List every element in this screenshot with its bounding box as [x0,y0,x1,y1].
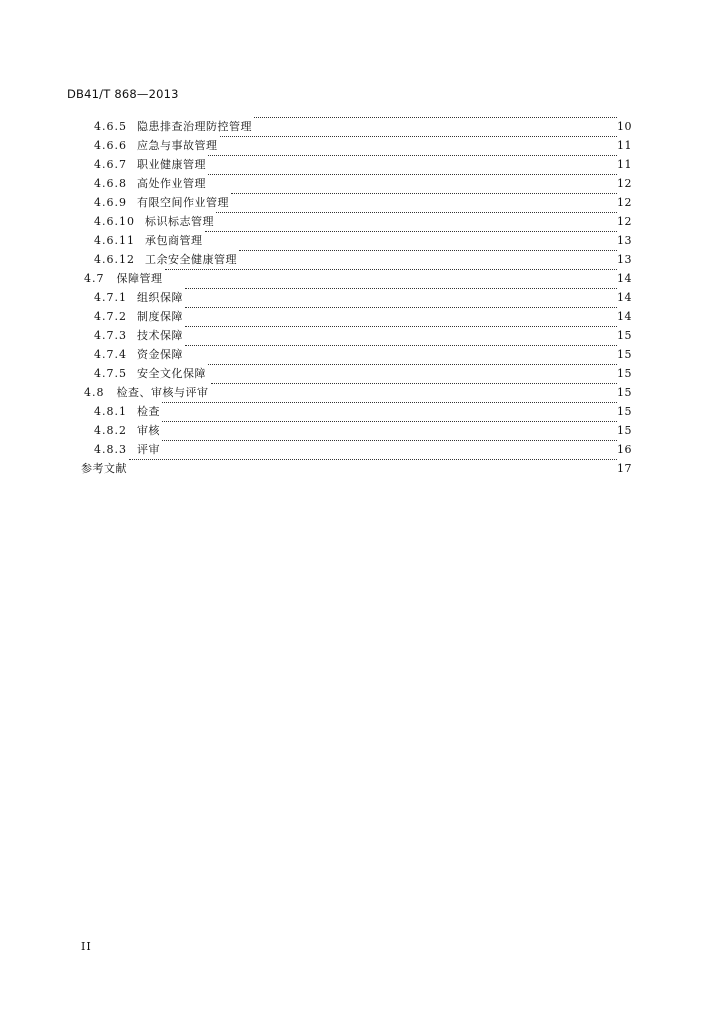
toc-dot-leader [162,421,617,422]
toc-dot-leader [231,193,617,194]
toc-entry-title: 保障管理 [116,272,163,285]
toc-entry[interactable] [0,269,724,288]
toc-entry[interactable] [0,421,724,440]
toc-entry-page: 11 [617,158,632,171]
toc-entry-number: 4.6.12 [94,253,135,266]
toc-dot-leader [185,345,617,346]
toc-entry-title: 承包商管理 [145,234,203,247]
toc-entry-page: 15 [617,386,632,399]
toc-entry[interactable] [0,117,724,136]
toc-entry-number: 4.6.8 [94,177,127,190]
toc-dot-leader [208,174,617,175]
toc-entry-number: 4.6.9 [94,196,127,209]
toc-dot-leader [216,212,617,213]
toc-entry-number: 4.6.10 [94,215,135,228]
toc-entry-number: 4.6.6 [94,139,127,152]
toc-entry-title: 检查、审核与评审 [116,386,209,399]
toc-entry[interactable] [0,250,724,269]
toc-entry-number: 4.8.3 [94,443,127,456]
toc-entry-number: 4.7.4 [94,348,127,361]
toc-entry-page: 15 [617,424,632,437]
toc-entry-title: 有限空间作业管理 [137,196,229,209]
toc-dot-leader [129,459,617,460]
toc-entry-page: 14 [617,291,632,304]
toc-entry-page: 13 [617,234,632,247]
toc-entry[interactable] [0,193,724,212]
toc-entry-page: 12 [617,215,632,228]
toc-dot-leader [162,402,617,403]
toc-entry-number: 4.6.11 [94,234,135,247]
toc-dot-leader [185,307,617,308]
toc-dot-leader [220,136,618,137]
toc-dot-leader [205,231,618,232]
toc-entry-number: 4.8.1 [94,405,127,418]
toc-entry-number: 4.7.2 [94,310,127,323]
toc-entry-title: 高处作业管理 [137,177,206,190]
document-code: DB41/T 868—2013 [67,87,179,101]
toc-entry-title: 隐患排查治理防控管理 [137,120,252,133]
toc-dot-leader [254,117,617,118]
toc-entry-title: 资金保障 [137,348,183,361]
toc-entry-title: 评审 [137,443,160,456]
toc-dot-leader [239,250,617,251]
toc-dot-leader [185,326,617,327]
toc-entry[interactable] [0,440,724,459]
toc-entry-title: 检查 [137,405,160,418]
toc-entry-number: 4.6.7 [94,158,127,171]
toc-entry-title: 制度保障 [137,310,183,323]
toc-entry-title: 应急与事故管理 [137,139,218,152]
toc-entry-title: 组织保障 [137,291,183,304]
toc-entry-number: 4.7.1 [94,291,127,304]
toc-entry[interactable] [0,307,724,326]
toc-dot-leader [208,155,617,156]
toc-entry[interactable] [0,326,724,345]
toc-dot-leader [165,269,618,270]
toc-entry-title: 工余安全健康管理 [145,253,237,266]
toc-entry[interactable] [0,174,724,193]
toc-entry[interactable] [0,364,724,383]
toc-entry-title: 技术保障 [137,329,183,342]
toc-entry[interactable] [0,402,724,421]
toc-entry-page: 17 [617,462,632,475]
toc-entry-page: 15 [617,405,632,418]
toc-entry-number: 4.8 [84,386,105,399]
toc-entry[interactable] [0,345,724,364]
toc-entry[interactable] [0,459,724,478]
toc-entry[interactable] [0,231,724,250]
toc-entry-number: 4.7 [84,272,105,285]
toc-entry-number: 4.7.3 [94,329,127,342]
toc-entry-page: 10 [617,120,632,133]
toc-entry-title: 职业健康管理 [137,158,206,171]
toc-entry-number: 4.7.5 [94,367,127,380]
toc-entry[interactable] [0,383,724,402]
toc-entry[interactable] [0,155,724,174]
toc-entry[interactable] [0,212,724,231]
toc-dot-leader [208,364,617,365]
toc-entry-page: 11 [617,139,632,152]
toc-dot-leader [185,288,617,289]
toc-entry-page: 14 [617,310,632,323]
toc-entry-number: 4.8.2 [94,424,127,437]
page-number-footer: II [81,940,92,953]
toc-entry-title: 标识标志管理 [145,215,214,228]
toc-entry-title: 参考文献 [81,462,127,475]
toc-dot-leader [211,383,618,384]
toc-entry-page: 15 [617,348,632,361]
toc-entry-title: 审核 [137,424,160,437]
toc-entry-page: 14 [617,272,632,285]
toc-entry[interactable] [0,288,724,307]
toc-entry-page: 15 [617,367,632,380]
toc-entry-page: 13 [617,253,632,266]
toc-entry-page: 12 [617,177,632,190]
toc-entry-page: 16 [617,443,632,456]
toc-entry-page: 12 [617,196,632,209]
toc-entry[interactable] [0,136,724,155]
toc-entry-page: 15 [617,329,632,342]
toc-entry-number: 4.6.5 [94,120,127,133]
toc-entry-title: 安全文化保障 [137,367,206,380]
toc-dot-leader [162,440,617,441]
